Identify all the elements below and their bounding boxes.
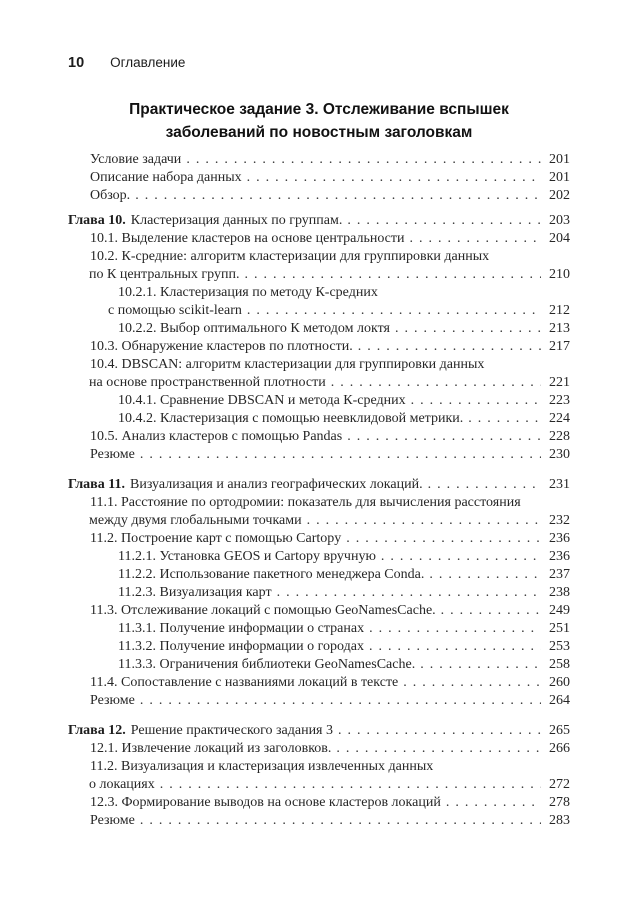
toc-entry-text: 12.1. Извлечение локаций из заголовков. [90, 741, 332, 756]
dot-leader [347, 212, 541, 230]
toc-page-number: 204 [549, 231, 570, 246]
toc-entry-text: 11.3.1. Получение информации о странах [118, 621, 365, 636]
toc-entry-text: Решение практического задания 3 [130, 723, 333, 738]
dot-leader [410, 230, 541, 248]
toc-page-number: 201 [549, 170, 570, 185]
toc-page-number: 232 [549, 513, 570, 528]
section-heading-line1: Практическое задание 3. Отслеживание вспышек [129, 101, 509, 118]
toc-row [68, 512, 570, 530]
toc-entry-text: 11.3.3. Ограничения библиотеки GeoNamesCache. [118, 657, 416, 672]
toc-row [68, 674, 570, 692]
toc-row [68, 428, 570, 446]
toc-page-number: 223 [549, 393, 570, 408]
toc-row [68, 476, 570, 494]
toc-entry-text: о локациях [89, 777, 155, 792]
dot-leader [307, 512, 541, 530]
toc-row [68, 620, 570, 638]
dot-leader [446, 794, 541, 812]
toc-entry-text: 11.2. Построение карт с помощью Cartopy [90, 531, 342, 546]
toc-page-number: 236 [549, 531, 570, 546]
dot-leader [135, 187, 541, 205]
toc-page-number: 236 [549, 549, 570, 564]
toc-row [68, 392, 570, 410]
toc-entry-text: 11.2.1. Установка GEOS и Cartopy вручную [118, 549, 376, 564]
toc-page-number: 272 [549, 777, 570, 792]
toc-row [68, 302, 570, 320]
toc-row [68, 374, 570, 392]
dot-leader [428, 476, 541, 494]
toc-row [68, 410, 570, 428]
dot-leader [468, 410, 541, 428]
toc-page-number: 258 [549, 657, 570, 672]
toc-entry-text: Резюме [90, 813, 135, 828]
toc-page-number: 203 [549, 213, 570, 228]
running-title: Оглавление [110, 55, 186, 70]
dot-leader [140, 446, 541, 464]
toc-row [68, 758, 570, 776]
toc-row [68, 566, 570, 584]
dot-leader [277, 584, 541, 602]
dot-leader [186, 151, 541, 169]
dot-leader [441, 602, 541, 620]
dot-leader [395, 320, 541, 338]
toc-page-number: 212 [549, 303, 570, 318]
toc-entry-text: 10.5. Анализ кластеров с помощью Pandas [90, 429, 343, 444]
toc-entry-text: Резюме [90, 693, 135, 708]
toc-page-number: 251 [549, 621, 570, 636]
dot-leader [244, 266, 541, 284]
toc-page-number: 202 [549, 188, 570, 203]
toc-row [68, 692, 570, 710]
toc-entry-text: 11.2.2. Использование пакетного менеджера Conda. [118, 567, 425, 582]
toc-row [68, 446, 570, 464]
toc-page-number: 221 [549, 375, 570, 390]
toc-row [68, 151, 570, 169]
toc-page-number: 230 [549, 447, 570, 462]
toc-page-number: 265 [549, 723, 570, 738]
toc-entry-text: Резюме [90, 447, 135, 462]
dot-leader [247, 169, 541, 187]
toc-entry-text: Визуализация и анализ географических локаций. [129, 477, 423, 492]
toc-page-number: 264 [549, 693, 570, 708]
toc-row [68, 602, 570, 620]
toc-entry-text: между двумя глобальными точками [89, 513, 302, 528]
dot-leader [381, 548, 541, 566]
toc-page-number: 278 [549, 795, 570, 810]
toc-entry-text: 10.4.1. Сравнение DBSCAN и метода К-средних [118, 393, 406, 408]
toc-entry-text: на основе пространственной плотности [89, 375, 326, 390]
toc-page-number: 231 [549, 477, 570, 492]
toc-entry-text: 10.1. Выделение кластеров на основе центральности [90, 231, 405, 246]
toc-row [68, 740, 570, 758]
toc-chapter-prefix: Глава 11. [68, 477, 125, 492]
toc-page-number: 238 [549, 585, 570, 600]
toc-entry-text: 11.3. Отслеживание локаций с помощью GeoNamesCache. [90, 603, 436, 618]
toc-entry-text: по К центральных групп. [89, 267, 240, 282]
toc-row [68, 284, 570, 302]
toc-page-number: 228 [549, 429, 570, 444]
toc-row [68, 248, 570, 266]
toc-page-number: 217 [549, 339, 570, 354]
toc-page-number: 213 [549, 321, 570, 336]
dot-leader [247, 302, 541, 320]
dot-leader [140, 812, 541, 830]
toc-chapter-prefix: Глава 12. [68, 723, 126, 738]
toc-entry-text: 10.3. Обнаружение кластеров по плотности. [90, 339, 353, 354]
toc-row [68, 320, 570, 338]
dot-leader [336, 740, 541, 758]
toc-page-number: 266 [549, 741, 570, 756]
dot-leader [346, 530, 541, 548]
toc-entry-text: 11.2.3. Визуализация карт [118, 585, 272, 600]
toc-page-number: 253 [549, 639, 570, 654]
running-header [68, 54, 570, 72]
toc-page-number: 249 [549, 603, 570, 618]
toc-page-number: 237 [549, 567, 570, 582]
section-heading-line2: заболеваний по новостным заголовкам [165, 124, 473, 141]
toc-row [68, 356, 570, 374]
toc-page-number: 210 [549, 267, 570, 282]
toc-row [68, 230, 570, 248]
toc-entry-text: Условие задачи [90, 152, 182, 167]
toc-page-number: 224 [549, 411, 570, 426]
toc-row [68, 266, 570, 284]
toc-entry-text: 10.2.1. Кластеризация по методу К-средних [118, 285, 378, 300]
toc-entry-text: 10.4.2. Кластеризация с помощью неевклидовой метрики. [118, 411, 464, 426]
toc-row [68, 548, 570, 566]
running-page-number: 10 [68, 55, 85, 71]
toc-row [68, 494, 570, 512]
toc-row [68, 638, 570, 656]
dot-leader [369, 638, 541, 656]
toc-row [68, 794, 570, 812]
dot-leader [429, 566, 541, 584]
toc-row [68, 187, 570, 205]
dot-leader [403, 674, 541, 692]
dot-leader [338, 722, 541, 740]
toc-row [68, 722, 570, 740]
toc-entry-text: Обзор. [90, 188, 131, 203]
toc-row [68, 776, 570, 794]
toc-entry-text: с помощью scikit-learn [108, 303, 242, 318]
toc-row [68, 584, 570, 602]
toc-row [68, 212, 570, 230]
toc-entry-text: 12.3. Формирование выводов на основе кластеров локаций [90, 795, 441, 810]
dot-leader [420, 656, 541, 674]
toc-entry-text: 11.2. Визуализация и кластеризация извлеченных данных [90, 759, 434, 774]
toc-entry-text: Кластеризация данных по группам. [130, 213, 343, 228]
toc-row [68, 656, 570, 674]
toc-entry-text: 11.3.2. Получение информации о городах [118, 639, 364, 654]
toc-row [68, 169, 570, 187]
toc-entry-text: 11.1. Расстояние по ортодромии: показатель для вычисления расстояния [90, 495, 521, 510]
toc-entry-text: 11.4. Сопоставление с названиями локаций в тексте [90, 675, 399, 690]
toc-row [68, 530, 570, 548]
toc-entry-text: Описание набора данных [90, 170, 242, 185]
dot-leader [140, 692, 541, 710]
dot-leader [358, 338, 541, 356]
toc-page-number: 201 [549, 152, 570, 167]
dot-leader [369, 620, 541, 638]
section-heading [68, 98, 570, 144]
dot-leader [411, 392, 541, 410]
toc-row [68, 338, 570, 356]
toc-entry-text: 10.2. К-средние: алгоритм кластеризации для группировки данных [90, 249, 490, 264]
toc-entry-text: 10.2.2. Выбор оптимального К методом локтя [118, 321, 390, 336]
toc-page-number: 283 [549, 813, 570, 828]
dot-leader [331, 374, 541, 392]
toc-entry-text: 10.4. DBSCAN: алгоритм кластеризации для группировки данных [90, 357, 485, 372]
toc-page-number: 260 [549, 675, 570, 690]
toc-row [68, 812, 570, 830]
toc-chapter-prefix: Глава 10. [68, 213, 126, 228]
dot-leader [160, 776, 541, 794]
toc-list [68, 151, 570, 830]
dot-leader [347, 428, 541, 446]
